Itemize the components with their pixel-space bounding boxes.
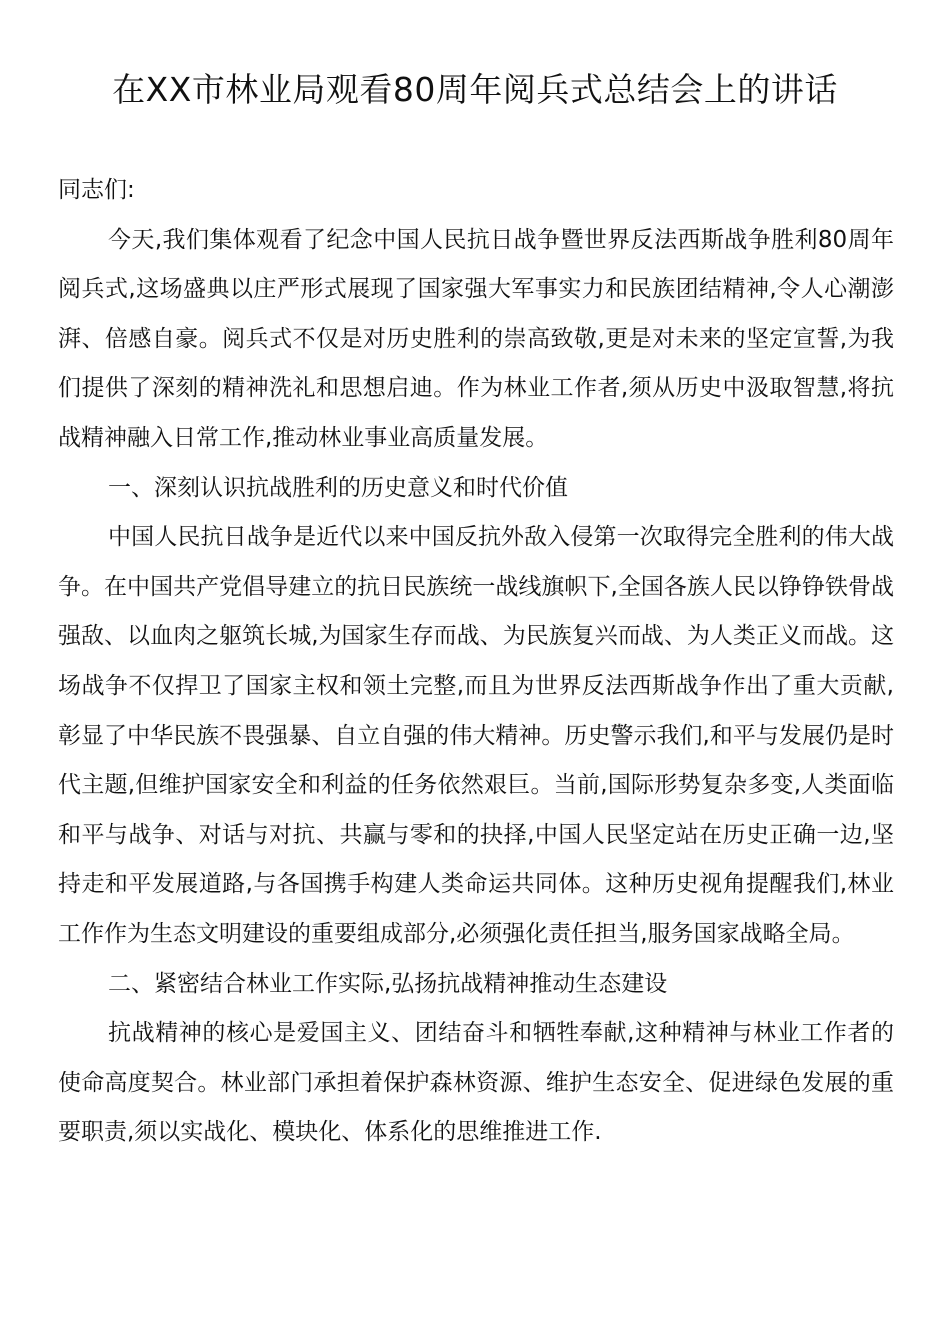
salutation: 同志们: [58, 177, 135, 203]
section-heading-1: 一、深刻认识抗战胜利的历史意义和时代价值 [108, 474, 568, 501]
document-body [58, 166, 894, 1158]
paragraph-section-1: 中国人民抗日战争是近代以来中国反抗外敌入侵第一次取得完全胜利的伟大战争。在中国共产党倡导建立的抗日民族统一战线旗帜下,全国各族人民以铮铮铁骨战强敌、以血肉之躯筑长城,为国家生存而战、为民族复兴而战、为人类正义而战。这场战争不仅捍卫了国家主权和领土完整,而且为世界反法西斯战争作出了重大贡献,彰显了中华民族不畏强暴、自立自强的伟大精神。历史警示我们,和平与发展仍是时代主题,但维护国家安全和利益的任务依然艰巨。当前,国际形势复杂多变,人类面临和平与战争、对话与对抗、共赢与零和的抉择,中国人民坚定站在历史正确一边,坚持走和平发展道路,与各国携手构建人类命运共同体。这种历史视角提醒我们,林业工作作为生态文明建设的重要组成部分,必须强化责任担当,服务国家战略全局。 [58, 524, 894, 947]
paragraph-section-2: 抗战精神的核心是爱国主义、团结奋斗和牺牲奉献,这种精神与林业工作者的使命高度契合。林业部门承担着保护森林资源、维护生态安全、促进绿色发展的重要职责,须以实战化、模块化、体系化的思维推进工作. [58, 1020, 894, 1146]
document-title: 在XX市林业局观看80周年阅兵式总结会上的讲话 [112, 70, 838, 109]
section-heading-2: 二、紧密结合林业工作实际,弘扬抗战精神推动生态建设 [108, 970, 668, 997]
paragraph-intro: 今天,我们集体观看了纪念中国人民抗日战争暨世界反法西斯战争胜利80周年阅兵式,这场盛典以庄严形式展现了国家强大军事实力和民族团结精神,令人心潮澎湃、倍感自豪。阅兵式不仅是对历史胜利的崇高致敬,更是对未来的坚定宣誓,为我们提供了深刻的精神洗礼和思想启迪。作为林业工作者,须从历史中汲取智慧,将抗战精神融入日常工作,推动林业事业高质量发展。 [58, 226, 894, 451]
